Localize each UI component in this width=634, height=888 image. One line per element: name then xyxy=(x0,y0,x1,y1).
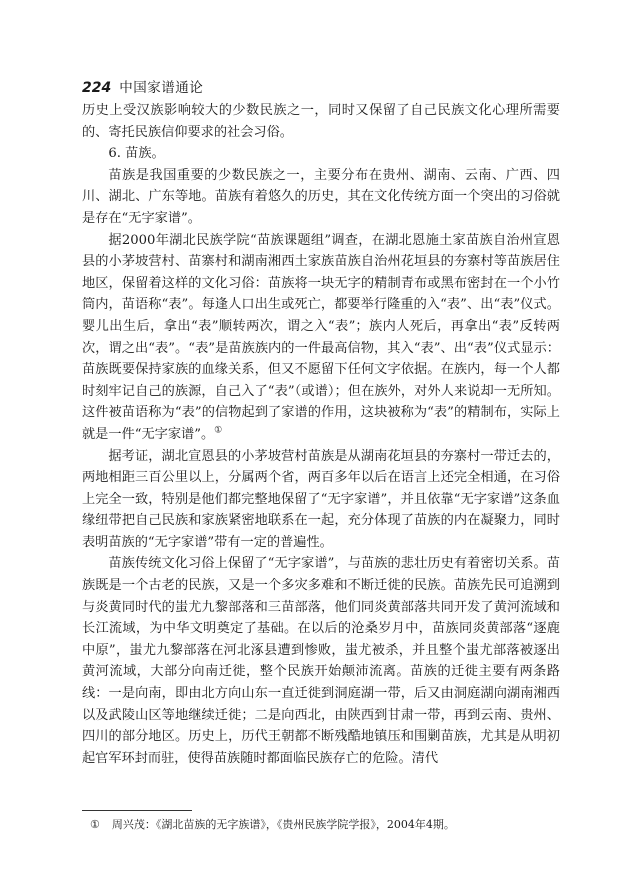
paragraph: 苗族是我国重要的少数民族之一，主要分布在贵州、湖南、云南、广西、四川、湖北、广东等地。苗族有着悠久的历史，其在文化传统方面一个突出的习俗就是存在“无字家谱”。 xyxy=(82,167,560,226)
paragraph: 苗族传统文化习俗上保留了“无字家谱”，与苗族的悲壮历史有着密切关系。苗族既是一个古老的民族，又是一个多灾多难和不断迁徙的民族。苗族先民可追溯到与炎黄同时代的蚩尤九黎部落和三苗部落，他们同炎黄部落共同开发了黄河流域和长江流域，为中华文明奠定了基础。在以后的沧桑岁月中，苗族同炎黄部落“逐鹿中原”，蚩尤九黎部落在河北涿县遭到惨败，蚩尤被杀，并且整个蚩尤部落被逐出黄河流域，大部分向南迁徙，整个民族开始颠沛流离。苗族的迁徙主要有两条路线：一是向南，即由北方向山东一直迁徙到洞庭湖一带，后又由洞庭湖向湖南湘西以及武陵山区等地继续迁徙；二是向西北，由陕西到甘肃一带，再到云南、贵州、四川的部分地区。历史上，历代王朝都不断残酷地镇压和围剿苗族，尤其是从明初起官军环封而驻，使得苗族随时都面临民族存亡的危险。清代 xyxy=(82,556,560,766)
footnote-marker: ① xyxy=(90,818,100,831)
footnote-text: 周兴茂：《湖北苗族的无字族谱》，《贵州民族学院学报》，2004年4期。 xyxy=(111,818,455,831)
book-title: 中国家谱通论 xyxy=(119,80,204,96)
running-header xyxy=(82,76,203,96)
paragraph: 据2000年湖北民族学院“苗族课题组”调查，在湖北恩施土家苗族自治州宣恩县的小茅坡营村、苗寨村和湖南湘西土家族苗族自治州花垣县的夯寨村等苗族居住地区，保留着这样的文化习俗：苗族将一块无字的精制青布或黑布密封在一个小竹筒内，苗语称“表”。每逢人口出生或死亡，都要举行隆重的入“表”、出“表”仪式。婴儿出生后，拿出“表”顺转两次，谓之入“表”；族内人死后，再拿出“表”反转两次，谓之出“表”。“表”是苗族族内的一件最高信物，其入“表”、出“表”仪式显示：苗族既要保持家族的血缘关系，但又不愿留下任何文字依据。在族内，每一个人都时刻牢记自己的族源，自己入了“表”（或谱）；但在族外，对外人来说却一无所知。这件被苗语称为“表”的信物起到了家谱的作用，这块被称为“表”的精制布，实际上就是一件“无字家谱”。① xyxy=(82,232,560,442)
footnote-reference[interactable]: ① xyxy=(214,425,223,436)
footnote-divider xyxy=(82,810,192,811)
section-heading: 6. 苗族。 xyxy=(108,146,165,162)
page-number: 224 xyxy=(82,80,112,96)
footnote xyxy=(90,818,560,832)
body-text xyxy=(82,100,560,769)
paragraph: 据考证，湖北宣恩县的小茅坡营村苗族是从湖南花垣县的夯寨村一带迁去的，两地相距三百公里以上，分属两个省，两百多年以后在语言上还完全相通，在习俗上完全一致，特别是他们都完整地保留了“无字家谱”，并且依靠“无字家谱”这条血缘纽带把自己民族和家族紧密地联系在一起，充分体现了苗族的内在凝聚力，同时表明苗族的“无字家谱”带有一定的普遍性。 xyxy=(82,448,560,550)
paragraph-continuation: 历史上受汉族影响较大的少数民族之一，同时又保留了自己民族文化心理所需要的、寄托民族信仰要求的社会习俗。 xyxy=(82,103,560,140)
